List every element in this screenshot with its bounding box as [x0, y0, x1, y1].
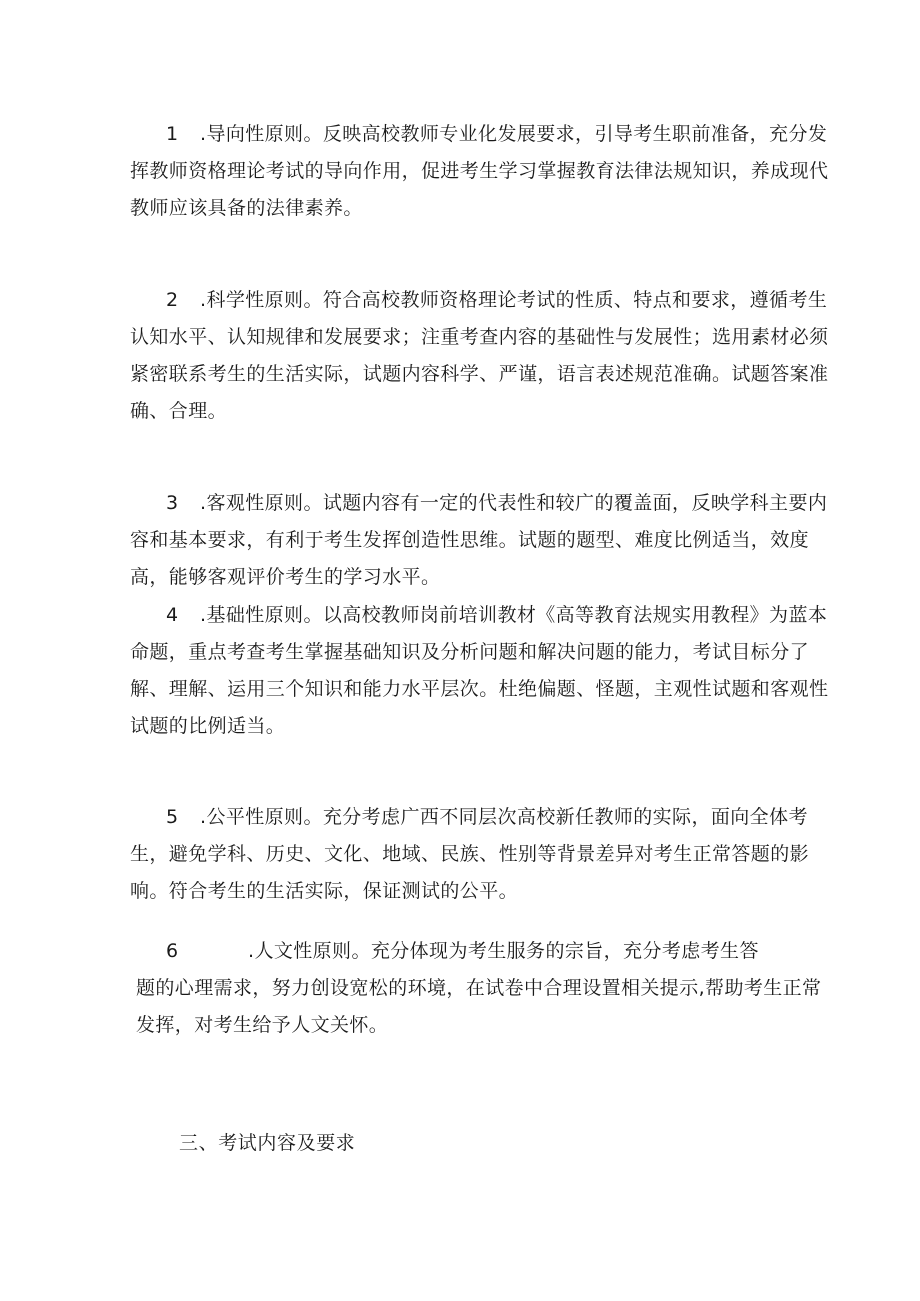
- paragraph-text: .科学性原则。符合高校教师资格理论考试的性质、特点和要求，遵循考生认知水平、认知规律和发展要求；注重考查内容的基础性与发展性；选用素材必须紧密联系考生的生活实际，试题内容科学、严谨，语言表述规范准确。试题答案准确、合理。: [130, 289, 829, 422]
- paragraph-text: .基础性原则。以高校教师岗前培训教材《高等教育法规实用教程》为蓝本命题，重点考查考生掌握基础知识及分析问题和解决问题的能力，考试目标分了解、理解、运用三个知识和能力水平层次。杜绝偏题、怪题，主观性试题和客观性试题的比例适当。: [130, 604, 829, 737]
- section-heading: 三、考试内容及要求: [179, 1132, 356, 1154]
- paragraph-number: 2: [166, 289, 179, 311]
- paragraph-number: 3: [166, 492, 179, 514]
- paragraph-6: [130, 933, 830, 1044]
- paragraph-4: [130, 597, 830, 745]
- paragraph-text: .公平性原则。充分考虑广西不同层次高校新任教师的实际，面向全体考生，避免学科、历史、文化、地域、民族、性别等背景差异对考生正常答题的影响。符合考生的生活实际，保证测试的公平。: [130, 806, 810, 902]
- paragraph-text: .客观性原则。试题内容有一定的代表性和较广的覆盖面，反映学科主要内容和基本要求，有利于考生发挥创造性思维。试题的题型、难度比例适当，效度高，能够客观评价考生的学习水平。: [130, 492, 828, 588]
- paragraph-number: 5: [166, 806, 179, 828]
- paragraph-2: [130, 282, 830, 430]
- paragraph-first-line: [130, 933, 830, 970]
- paragraph-continuation: 题的心理需求，努力创设宽松的环境，在试卷中合理设置相关提示,帮助考生正常发挥，对考生给予人文关怀。: [136, 977, 822, 1036]
- paragraph-1: [130, 116, 830, 227]
- paragraph-text: .人文性原则。充分体现为考生服务的宗旨，充分考虑考生答: [248, 940, 759, 962]
- paragraph-5: [130, 799, 830, 910]
- paragraph-text: .导向性原则。反映高校教师专业化发展要求，引导考生职前准备，充分发挥教师资格理论考试的导向作用，促进考生学习掌握教育法律法规知识，养成现代教师应该具备的法律素养。: [130, 123, 829, 219]
- paragraph-number: 6: [166, 940, 179, 962]
- paragraph-number: 1: [166, 123, 179, 145]
- paragraph-3: [130, 485, 830, 596]
- paragraph-number: 4: [166, 604, 179, 626]
